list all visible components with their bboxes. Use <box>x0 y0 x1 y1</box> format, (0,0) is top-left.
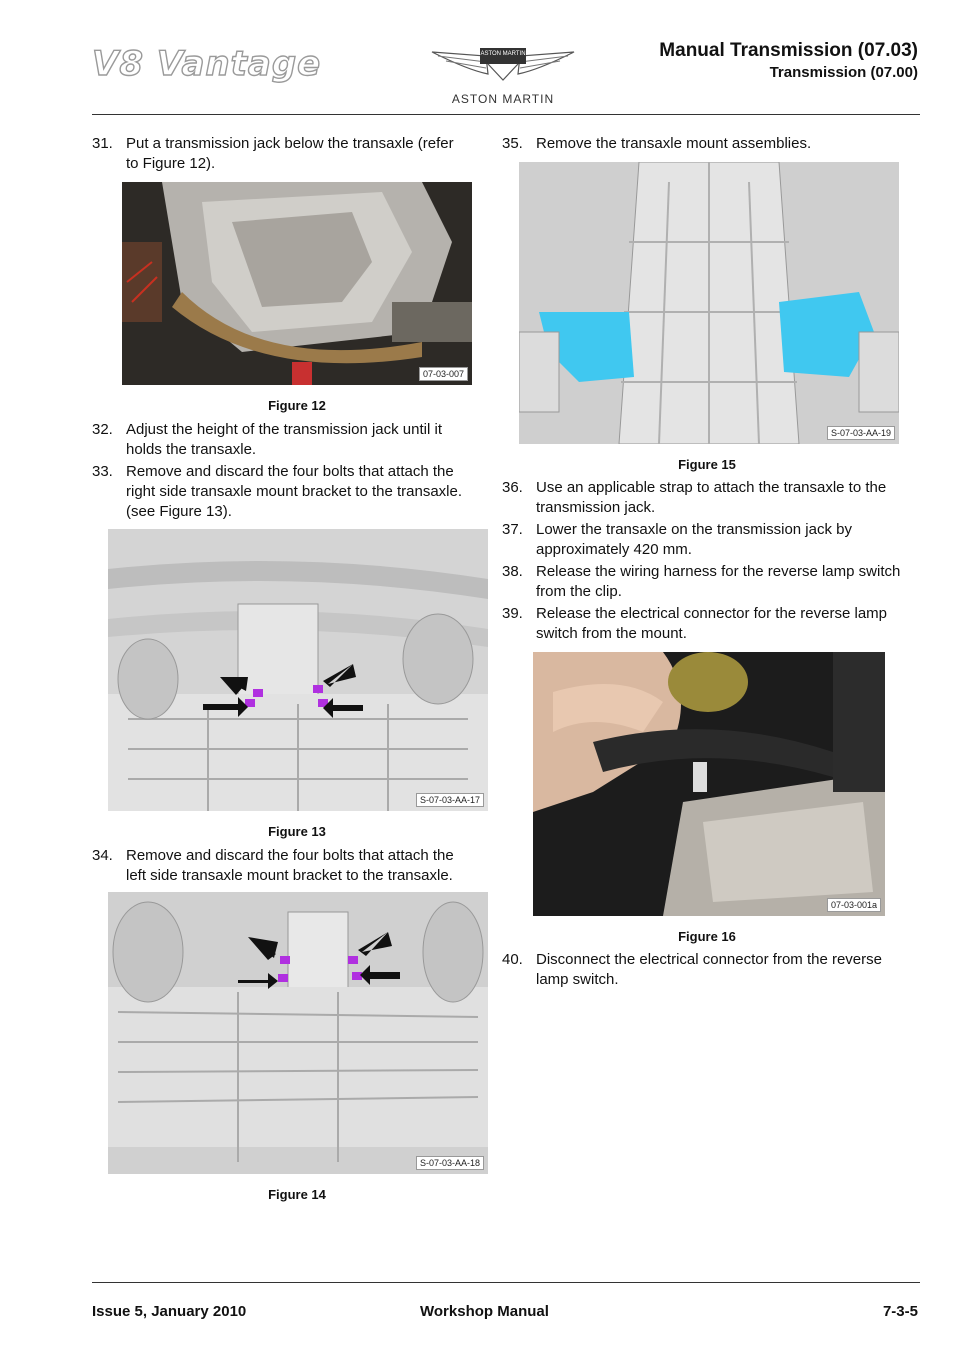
footer-manual: Workshop Manual <box>420 1303 549 1320</box>
step-number: 39. <box>502 605 523 622</box>
figure-label: 07-03-007 <box>419 367 468 381</box>
page-subtitle: Transmission (07.00) <box>769 64 918 81</box>
footer-page-number: 7-3-5 <box>882 1303 918 1320</box>
step-number: 40. <box>502 951 523 968</box>
step-33 <box>92 462 468 522</box>
figure-15-caption: Figure 15 <box>678 457 736 472</box>
figure-12-image <box>122 182 472 385</box>
figure-13-image <box>108 529 488 811</box>
figure-label: S-07-03-AA-17 <box>416 793 484 807</box>
step-text: Use an applicable strap to attach the transaxle to the transmission jack. <box>536 479 887 516</box>
step-number: 34. <box>92 847 113 864</box>
step-number: 33. <box>92 463 113 480</box>
step-text: Lower the transaxle on the transmission jack by approximately 420 mm. <box>536 521 852 558</box>
step-39 <box>502 604 912 644</box>
footer-issue: Issue 5, January 2010 <box>92 1303 247 1320</box>
brand-name: ASTON MARTIN <box>451 92 555 106</box>
figure-label: S-07-03-AA-19 <box>827 426 895 440</box>
figure-16-caption: Figure 16 <box>678 929 736 944</box>
step-31 <box>92 134 468 174</box>
step-text: Adjust the height of the transmission jack until it holds the transaxle. <box>126 421 442 458</box>
step-text: Put a transmission jack below the transaxle (refer to Figure 12). <box>126 135 454 172</box>
step-text: Release the wiring harness for the reverse lamp switch from the clip. <box>536 563 901 600</box>
step-number: 37. <box>502 521 523 538</box>
figure-label: S-07-03-AA-18 <box>416 1156 484 1170</box>
step-number: 38. <box>502 563 523 580</box>
aston-martin-logo <box>428 44 578 108</box>
figure-label: 07-03-001a <box>827 898 881 912</box>
footer-rule <box>92 1282 920 1283</box>
badge-text: ASTON MARTIN <box>480 51 526 57</box>
step-text: Remove and discard the four bolts that attach the left side transaxle mount bracket to the transaxle. <box>126 847 454 884</box>
v8-vantage-logo: V8 Vantage <box>92 44 322 84</box>
figure-16-image <box>533 652 885 916</box>
step-number: 31. <box>92 135 113 152</box>
header-rule <box>92 114 920 115</box>
step-36 <box>502 478 912 518</box>
figure-13-caption: Figure 13 <box>268 824 326 839</box>
step-38 <box>502 562 912 602</box>
step-number: 32. <box>92 421 113 438</box>
step-number: 36. <box>502 479 523 496</box>
figure-14-caption: Figure 14 <box>268 1187 326 1202</box>
step-text: Disconnect the electrical connector from the reverse lamp switch. <box>536 951 882 988</box>
step-text: Release the electrical connector for the reverse lamp switch from the mount. <box>536 605 888 642</box>
step-text: Remove the transaxle mount assemblies. <box>536 135 812 152</box>
page-title: Manual Transmission (07.03) <box>659 40 918 61</box>
step-text: Remove and discard the four bolts that attach the right side transaxle mount bracket to the transaxle. (see Figure 13). <box>126 463 463 520</box>
step-35 <box>502 134 912 154</box>
figure-15-image <box>519 162 899 444</box>
step-34 <box>92 846 468 886</box>
step-40 <box>502 950 912 990</box>
figure-14-image <box>108 892 488 1174</box>
figure-12-caption: Figure 12 <box>268 398 326 413</box>
step-32 <box>92 420 468 460</box>
step-number: 35. <box>502 135 523 152</box>
step-37 <box>502 520 912 560</box>
section-title <box>659 40 918 81</box>
